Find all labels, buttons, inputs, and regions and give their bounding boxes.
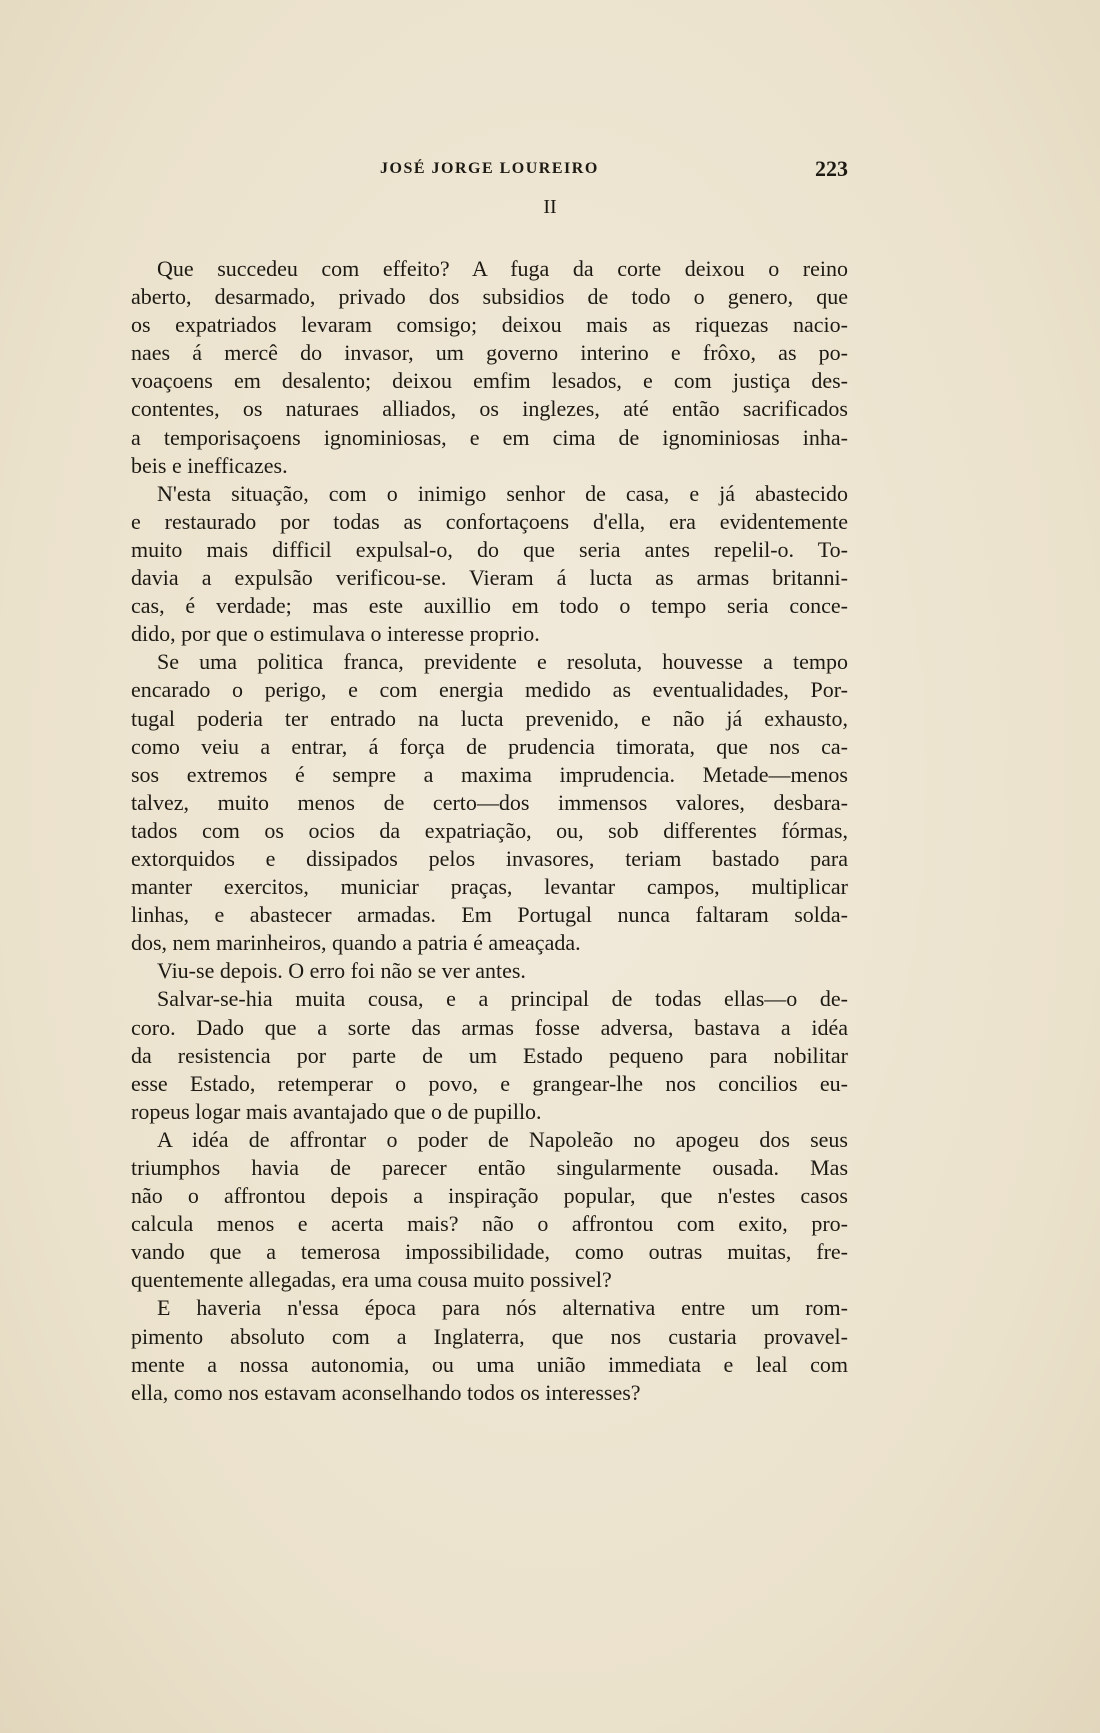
text-line: naes á mercê do invasor, um governo interino e frôxo, as po- xyxy=(131,340,848,366)
text-line: cas, é verdade; mas este auxillio em todo o tempo seria conce- xyxy=(131,593,848,619)
text-line: sos extremos é sempre a maxima imprudencia. Metade—menos xyxy=(131,761,848,787)
running-head: JOSÉ JORGE LOUREIRO xyxy=(380,160,599,177)
text-line: coro. Dado que a sorte das armas fosse adversa, bastava a idéa xyxy=(131,1014,848,1040)
text-line: linhas, e abastecer armadas. Em Portugal nunca faltaram solda- xyxy=(131,902,848,928)
text-line: contentes, os naturaes alliados, os inglezes, até então sacrificados xyxy=(131,396,848,422)
text-line: pimento absoluto com a Inglaterra, que nos custaria provavel- xyxy=(131,1323,848,1349)
text-line: tados com os ocios da expatriação, ou, sob differentes fórmas, xyxy=(131,817,848,843)
text-line: não o affrontou depois a inspiração popular, que n'estes casos xyxy=(131,1183,848,1209)
text-line: N'esta situação, com o inimigo senhor de casa, e já abastecido xyxy=(157,480,848,506)
body-text xyxy=(131,255,848,1407)
text-line: ella, como nos estavam aconselhando todos os interesses? xyxy=(131,1379,641,1405)
text-line: dos, nem marinheiros, quando a patria é ameaçada. xyxy=(131,930,581,956)
text-line: voaçoens em desalento; deixou emfim lesados, e com justiça des- xyxy=(131,368,848,394)
text-line: encarado o perigo, e com energia medido as eventualidades, Por- xyxy=(131,677,848,703)
text-line: quentemente allegadas, era uma cousa muito possivel? xyxy=(131,1267,612,1293)
text-line: como veiu a entrar, á força de prudencia timorata, que nos ca- xyxy=(131,733,848,759)
text-line: Se uma politica franca, previdente e resoluta, houvesse a tempo xyxy=(157,649,848,675)
text-line: os expatriados levaram comsigo; deixou mais as riquezas nacio- xyxy=(131,312,848,338)
text-line: esse Estado, retemperar o povo, e grangear-lhe nos concilios eu- xyxy=(131,1070,848,1096)
text-line: vando que a temerosa impossibilidade, como outras muitas, fre- xyxy=(131,1239,848,1265)
text-line: A idéa de affrontar o poder de Napoleão no apogeu dos seus xyxy=(157,1126,848,1152)
text-line: Viu-se depois. O erro foi não se ver antes. xyxy=(157,958,526,984)
text-line: triumphos havia de parecer então singularmente ousada. Mas xyxy=(131,1155,848,1180)
text-line: e restaurado por todas as confortaçoens d'ella, era evidentemente xyxy=(131,508,848,534)
text-line: extorquidos e dissipados pelos invasores, teriam bastado para xyxy=(131,845,848,871)
text-line: calcula menos e acerta mais? não o affrontou com exito, pro- xyxy=(131,1211,848,1237)
text-line: ropeus logar mais avantajado que o de pupillo. xyxy=(131,1098,542,1124)
text-line: aberto, desarmado, privado dos subsidios de todo o genero, que xyxy=(131,284,848,310)
text-line: davia a expulsão verificou-se. Vieram á lucta as armas britanni- xyxy=(131,565,848,591)
section-number: II xyxy=(543,196,557,218)
text-line: mente a nossa autonomia, ou uma união immediata e leal com xyxy=(131,1351,848,1377)
text-line: a temporisaçoens ignominiosas, e em cima de ignominiosas inha- xyxy=(131,424,848,450)
text-line: tugal poderia ter entrado na lucta prevenido, e não já exhausto, xyxy=(131,705,848,731)
text-line: E haveria n'essa época para nós alternativa entre um rom- xyxy=(157,1295,848,1321)
page-number: 223 xyxy=(815,156,848,181)
page-header xyxy=(130,156,848,186)
text-line: dido, por que o estimulava o interesse proprio. xyxy=(131,621,540,647)
text-line: manter exercitos, municiar praças, levantar campos, multiplicar xyxy=(131,874,848,900)
text-line: Que succedeu com effeito? A fuga da corte deixou o reino xyxy=(157,256,848,281)
text-line: talvez, muito menos de certo—dos immensos valores, desbara- xyxy=(131,789,848,815)
text-line: da resistencia por parte de um Estado pequeno para nobilitar xyxy=(131,1042,848,1068)
text-line: Salvar-se-hia muita cousa, e a principal de todas ellas—o de- xyxy=(157,986,848,1012)
text-line: beis e inefficazes. xyxy=(131,452,288,478)
text-line: muito mais difficil expulsal-o, do que seria antes repelil-o. To- xyxy=(131,536,848,562)
